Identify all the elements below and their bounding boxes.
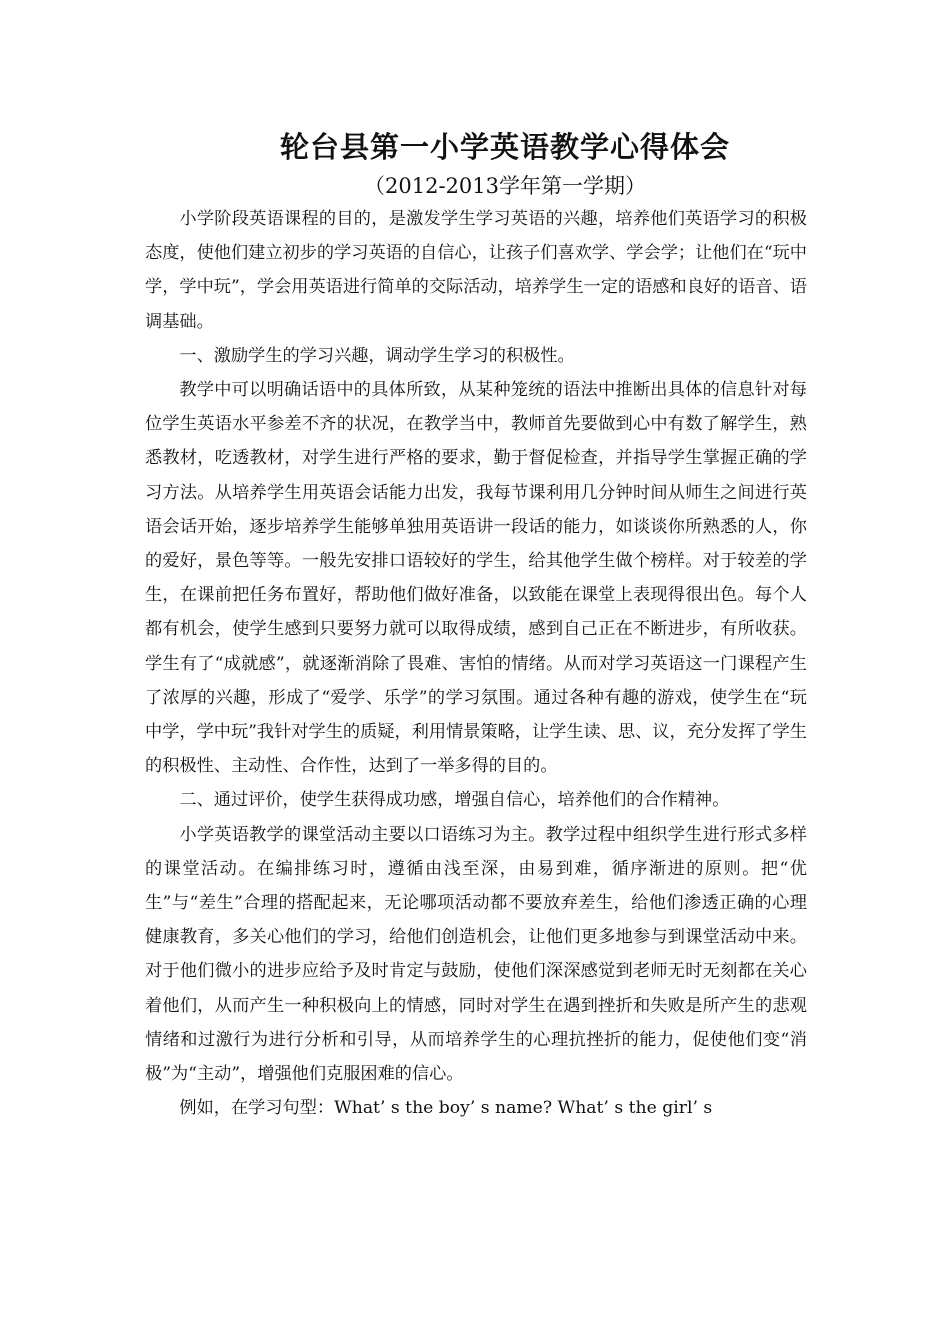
document-title: 轮台县第一小学英语教学心得体会 [279, 130, 730, 164]
document-subtitle: （2012-2013学年第一学期） [364, 174, 646, 198]
section-heading-1: 一、激励学生的学习兴趣，调动学生学习的积极性。 [179, 345, 575, 366]
paragraph-section-1: 教学中可以明确话语中的具体所致，从某种笼统的语法中推断出具体的信息针对每位学生英语水平参差不齐的状况，在教学当中，教师首先要做到心中有数了解学生，熟悉教材，吃透教材，对学生进行严格的要求，勤于督促检查，并指导学生掌握正确的学习方法。从培养学生用英语会话能力出发，我每节课利用几分钟时间从师生之间进行英语会话开始，逐步培养学生能够单独用英语讲一段话的能力，如谈谈你所熟悉的人，你的爱好，景色等等。一般先安排口语较好的学生，给其他学生做个榜样。对于较差的学生，在课前把任务布置好，帮助他们做好准备，以致能在课堂上表现得很出色。每个人都有机会，使学生感到只要努力就可以取得成绩，感到自己正在不断进步，有所收获。学生有了“成就感”，就逐渐消除了畏难、害怕的情绪。从而对学习英语这一门课程产生了浓厚的兴趣，形成了“爱学、乐学”的学习氛围。通过各种有趣的游戏，使学生在“玩中学，学中玩”我针对学生的质疑，利用情景策略，让学生读、思、议，充分发挥了学生的积极性、主动性、合作性，达到了一举多得的目的。 [145, 380, 807, 777]
paragraph-example: 例如，在学习句型：What’ s the boy’ s name? What’ s the girl’ s [179, 1098, 713, 1119]
document-body [145, 202, 807, 1125]
paragraph-section-2: 小学英语教学的课堂活动主要以口语练习为主。教学过程中组织学生进行形式多样的课堂活动。在编排练习时，遵循由浅至深，由易到难，循序渐进的原则。把“优生”与“差生”合理的搭配起来，无论哪项活动都不要放弃差生，给他们渗透正确的心理健康教育，多关心他们的学习，给他们创造机会，让他们更多地参与到课堂活动中来。对于他们微小的进步应给予及时肯定与鼓励，使他们深深感觉到老师无时无刻都在关心着他们，从而产生一种积极向上的情感，同时对学生在遇到挫折和失败是所产生的悲观情绪和过激行为进行分析和引导，从而培养学生的心理抗挫折的能力，促使他们变“消极”为“主动”，增强他们克服困难的信心。 [145, 824, 807, 1085]
paragraph-intro: 小学阶段英语课程的目的，是激发学生学习英语的兴趣，培养他们英语学习的积极态度，使他们建立初步的学习英语的自信心，让孩子们喜欢学、学会学；让他们在“玩中学，学中玩”，学会用英语进行简单的交际活动，培养学生一定的语感和良好的语音、语调基础。 [145, 209, 807, 332]
section-heading-2: 二、通过评价，使学生获得成功感，增强自信心，培养他们的合作精神。 [179, 790, 730, 811]
